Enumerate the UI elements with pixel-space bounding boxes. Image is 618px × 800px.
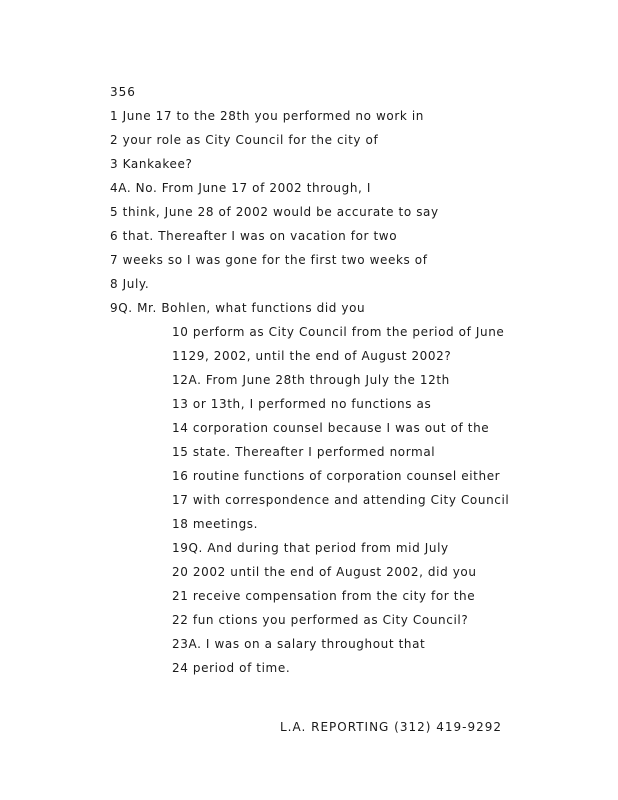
transcript-line-23: 23A. I was on a salary throughout that xyxy=(172,637,426,651)
transcript-line-8: 8 July. xyxy=(110,277,150,291)
transcript-line-3: 3 Kankakee? xyxy=(110,157,193,171)
transcript-line-12: 12A. From June 28th through July the 12th xyxy=(172,373,450,387)
transcript-line-14: 14 corporation counsel because I was out of the xyxy=(172,421,490,435)
transcript-line-13: 13 or 13th, I performed no functions as xyxy=(172,397,432,411)
transcript-line-9: 9Q. Mr. Bohlen, what functions did you xyxy=(110,301,366,315)
transcript-line-6: 6 that. Thereafter I was on vacation for two xyxy=(110,229,398,243)
transcript-line-4: 4A. No. From June 17 of 2002 through, I xyxy=(110,181,372,195)
transcript-line-22: 22 fun ctions you performed as City Council? xyxy=(172,613,469,627)
transcript-line-24: 24 period of time. xyxy=(172,661,291,675)
transcript-line-18: 18 meetings. xyxy=(172,517,259,531)
transcript-line-5: 5 think, June 28 of 2002 would be accurate to say xyxy=(110,205,439,219)
transcript-line-20: 20 2002 until the end of August 2002, did you xyxy=(172,565,477,579)
transcript-line-19: 19Q. And during that period from mid July xyxy=(172,541,449,555)
transcript-line-2: 2 your role as City Council for the city of xyxy=(110,133,379,147)
transcript-line-11: 1129, 2002, until the end of August 2002? xyxy=(172,349,452,363)
transcript-line-10: 10 perform as City Council from the period of June xyxy=(172,325,505,339)
transcript-line-17: 17 with correspondence and attending City Council xyxy=(172,493,510,507)
transcript-line-15: 15 state. Thereafter I performed normal xyxy=(172,445,436,459)
transcript-line-16: 16 routine functions of corporation counsel either xyxy=(172,469,501,483)
page-number: 356 xyxy=(110,85,136,99)
transcript-line-1: 1 June 17 to the 28th you performed no work in xyxy=(110,109,424,123)
transcript-line-7: 7 weeks so I was gone for the first two weeks of xyxy=(110,253,428,267)
reporter-footer: L.A. REPORTING (312) 419-9292 xyxy=(280,720,503,734)
transcript-line-21: 21 receive compensation from the city for the xyxy=(172,589,476,603)
